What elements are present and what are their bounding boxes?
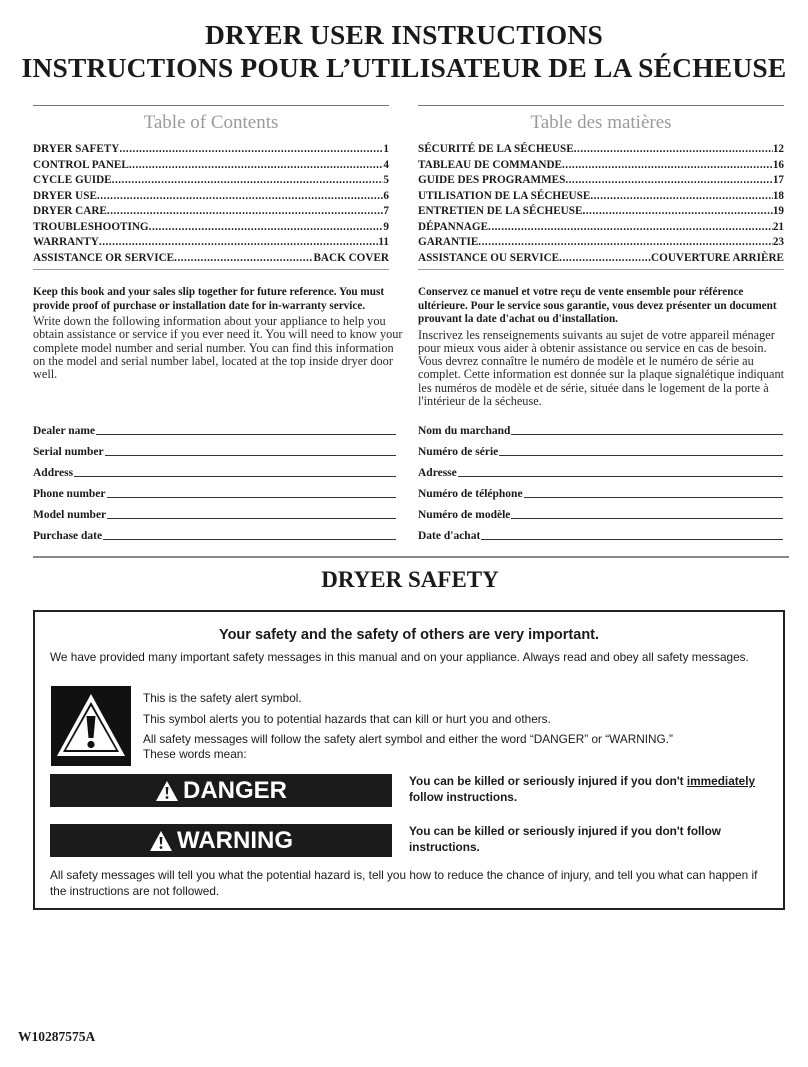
- danger-text-a: You can be killed or seriously injured if you don't: [409, 774, 687, 788]
- page-title: [0, 18, 808, 84]
- record-field-label: Numéro de modèle: [418, 509, 511, 521]
- toc-leader-dots: [590, 189, 772, 205]
- toc-bottom-rule: [418, 269, 784, 270]
- section-title: DRYER SAFETY: [321, 567, 499, 592]
- safety-intro: We have provided many important safety messages in this manual and on your appliance. Always read and obey all safety messages.: [50, 650, 749, 664]
- toc-entry-page: COUVERTURE ARRIÈRE: [651, 251, 784, 264]
- record-field-line[interactable]: [105, 454, 396, 456]
- record-field-line[interactable]: [96, 433, 396, 435]
- danger-text-underlined: immediately: [686, 774, 756, 788]
- record-field-line[interactable]: [103, 538, 396, 540]
- toc-entry-label: DÉPANNAGE: [418, 220, 489, 233]
- toc-entry-page: 9: [383, 220, 389, 233]
- toc-leader-dots: [149, 220, 384, 236]
- intro-english-body: Write down the following information about your appliance to help you obtain assistance or service if you ever need it. You will need to know your complete model number and serial number. You can find this information on the model and serial number label, located at the top inside dryer door well.: [33, 314, 403, 382]
- intro-french-bold: Conservez ce manuel et votre reçu de vente ensemble pour référence ultérieure. Pour le service sous garantie, vous devez présenter un document prouvant la date d'achat ou d'installation.: [418, 286, 777, 325]
- toc-entry-page: 12: [772, 143, 784, 155]
- safety-box: [33, 610, 785, 910]
- intro-french-body: Inscrivez les renseignements suivants au sujet de votre appareil ménager pour mieux vous aider à obtenir assistance ou service en cas de besoin. Vous devrez connaître le numéro de modèle et le numéro de série au complet. Cette information est donnée sur la plaque signalétique indiquant les numéros de modèle et de série, située dans le logement de la porte à l'intérieur de la sécheuse.: [418, 327, 785, 408]
- toc-leader-dots: [129, 158, 384, 174]
- record-field-label: Numéro de série: [418, 446, 499, 458]
- record-field-label: Date d'achat: [418, 530, 481, 542]
- toc-row: [418, 235, 784, 251]
- toc-entry-page: 7: [383, 205, 389, 217]
- record-field-line[interactable]: [499, 454, 783, 456]
- toc-row: [33, 204, 389, 220]
- record-fields-english: [33, 417, 396, 543]
- toc-row: [33, 173, 389, 189]
- toc-heading-french: Table des matières: [530, 112, 672, 133]
- toc-entry-label: GARANTIE: [418, 236, 479, 248]
- toc-entry-page: 17: [772, 174, 784, 186]
- record-field-label: Adresse: [418, 467, 457, 479]
- toc-leader-dots: [478, 235, 773, 251]
- record-field-line[interactable]: [481, 538, 783, 540]
- toc-entry-label: DRYER CARE: [33, 205, 107, 217]
- toc-entry-page: 23: [772, 236, 784, 248]
- toc-entry-label: GUIDE DES PROGRAMMES: [418, 174, 566, 186]
- toc-top-rule: [418, 105, 784, 106]
- record-field: [33, 438, 396, 459]
- toc-leader-dots: [559, 251, 651, 267]
- toc-leader-dots: [107, 204, 384, 220]
- toc-row: [33, 251, 389, 267]
- record-field-line[interactable]: [107, 517, 396, 519]
- record-field-line[interactable]: [524, 496, 783, 498]
- toc-leader-dots: [565, 173, 773, 189]
- toc-entry-label: CYCLE GUIDE: [33, 174, 112, 186]
- toc-list-english: [33, 142, 389, 266]
- toc-entry-label: DRYER SAFETY: [33, 143, 120, 155]
- toc-row: [418, 142, 784, 158]
- toc-entry-page: BACK COVER: [313, 251, 389, 264]
- warning-word: WARNING: [177, 827, 293, 854]
- toc-entry-page: 16: [772, 158, 784, 171]
- toc-entry-label: ASSISTANCE OU SERVICE: [418, 251, 560, 264]
- document-number: W10287575A: [18, 1029, 96, 1044]
- section-divider: [33, 556, 789, 558]
- record-field: [418, 522, 783, 543]
- toc-entry-label: DRYER USE: [33, 189, 97, 202]
- record-field-label: Dealer name: [33, 425, 96, 437]
- record-field: [418, 480, 783, 501]
- danger-text-b: follow instructions.: [409, 790, 518, 804]
- warning-text-a: You can be killed or seriously injured if you don't follow: [409, 824, 721, 838]
- record-field-line[interactable]: [458, 475, 783, 477]
- toc-row: [418, 220, 784, 236]
- toc-leader-dots: [488, 220, 773, 236]
- alert-line-4: These words mean:: [143, 747, 247, 761]
- record-field: [418, 417, 783, 438]
- toc-leader-dots: [174, 251, 313, 267]
- title-english: DRYER USER INSTRUCTIONS: [205, 19, 603, 50]
- danger-word: DANGER: [182, 777, 287, 804]
- record-field-line[interactable]: [74, 475, 396, 477]
- toc-row: [418, 173, 784, 189]
- toc-leader-dots: [112, 173, 384, 189]
- alert-line-2: This symbol alerts you to potential hazards that can kill or hurt you and others.: [143, 712, 551, 726]
- record-field-label: Address: [33, 467, 74, 479]
- toc-entry-page: 18: [772, 189, 784, 202]
- alert-line-3: All safety messages will follow the safety alert symbol and either the word “DANGER” or “WARNING.”: [143, 732, 673, 746]
- safety-headline: Your safety and the safety of others are very important.: [218, 627, 600, 643]
- warning-description: [409, 823, 779, 855]
- warning-alert-icon: [149, 830, 173, 852]
- record-field: [418, 459, 783, 480]
- title-french: INSTRUCTIONS POUR L’UTILISATEUR DE LA SÉCHEUSE: [21, 52, 787, 83]
- toc-leader-dots: [99, 235, 379, 251]
- toc-top-rule: [33, 105, 389, 106]
- toc-leader-dots: [574, 142, 773, 158]
- record-field-label: Model number: [33, 509, 107, 521]
- danger-alert-icon: [155, 780, 179, 802]
- record-field-line[interactable]: [107, 496, 396, 498]
- intro-english: [33, 286, 403, 381]
- record-field-label: Nom du marchand: [418, 425, 511, 437]
- record-fields-french: [418, 417, 783, 543]
- toc-entry-page: 21: [772, 220, 784, 233]
- safety-alert-icon: [51, 686, 131, 766]
- record-field-line[interactable]: [511, 517, 783, 519]
- toc-entry-label: UTILISATION DE LA SÉCHEUSE: [418, 189, 591, 202]
- toc-row: [33, 158, 389, 174]
- toc-row: [33, 142, 389, 158]
- record-field-line[interactable]: [511, 433, 783, 435]
- record-field-label: Purchase date: [33, 530, 103, 542]
- toc-entry-label: CONTROL PANEL: [33, 158, 129, 171]
- record-field: [33, 522, 396, 543]
- record-field: [33, 501, 396, 522]
- record-field: [418, 501, 783, 522]
- toc-row: [33, 189, 389, 205]
- toc-entry-page: 5: [383, 174, 389, 186]
- toc-leader-dots: [562, 158, 773, 174]
- record-field-label: Phone number: [33, 488, 106, 500]
- record-field-label: Serial number: [33, 446, 104, 458]
- toc-row: [418, 251, 784, 267]
- toc-bottom-rule: [33, 269, 389, 270]
- record-field: [33, 480, 396, 501]
- toc-leader-dots: [119, 142, 383, 158]
- record-field: [33, 459, 396, 480]
- toc-row: [418, 158, 784, 174]
- toc-entry-label: TABLEAU DE COMMANDE: [418, 158, 562, 171]
- toc-english: [33, 105, 389, 270]
- record-field-label: Numéro de téléphone: [418, 488, 523, 500]
- record-field: [418, 438, 783, 459]
- toc-leader-dots: [582, 204, 772, 220]
- toc-entry-label: SÉCURITÉ DE LA SÉCHEUSE: [418, 143, 574, 155]
- toc-row: [33, 220, 389, 236]
- warning-text-b: instructions.: [409, 840, 480, 854]
- toc-leader-dots: [97, 189, 383, 205]
- toc-entry-page: 1: [383, 143, 389, 155]
- toc-list-french: [418, 142, 784, 266]
- toc-entry-page: 19: [772, 205, 784, 217]
- toc-row: [418, 204, 784, 220]
- toc-entry-page: 4: [383, 158, 389, 171]
- intro-french: [418, 286, 788, 408]
- warning-signal-bar: [50, 824, 392, 857]
- intro-english-bold: Keep this book and your sales slip together for future reference. You must provide proof of purchase or installation date for in-warranty service.: [33, 286, 385, 312]
- toc-entry-label: ASSISTANCE OR SERVICE: [33, 251, 175, 264]
- toc-entry-label: WARRANTY: [33, 236, 99, 248]
- toc-french: [418, 105, 784, 270]
- toc-row: [418, 189, 784, 205]
- toc-entry-label: TROUBLESHOOTING: [33, 220, 149, 233]
- toc-entry-page: 6: [383, 189, 389, 202]
- danger-description: [409, 773, 779, 805]
- toc-entry-page: 11: [378, 236, 389, 248]
- record-field: [33, 417, 396, 438]
- toc-heading-english: Table of Contents: [143, 112, 279, 133]
- safety-outro: All safety messages will tell you what the potential hazard is, tell you how to reduce the chance of injury, and tell you what can happen if the instructions are not followed.: [50, 868, 758, 898]
- alert-line-1: This is the safety alert symbol.: [143, 691, 302, 705]
- toc-row: [33, 235, 389, 251]
- toc-entry-label: ENTRETIEN DE LA SÉCHEUSE: [418, 205, 583, 217]
- danger-signal-bar: [50, 774, 392, 807]
